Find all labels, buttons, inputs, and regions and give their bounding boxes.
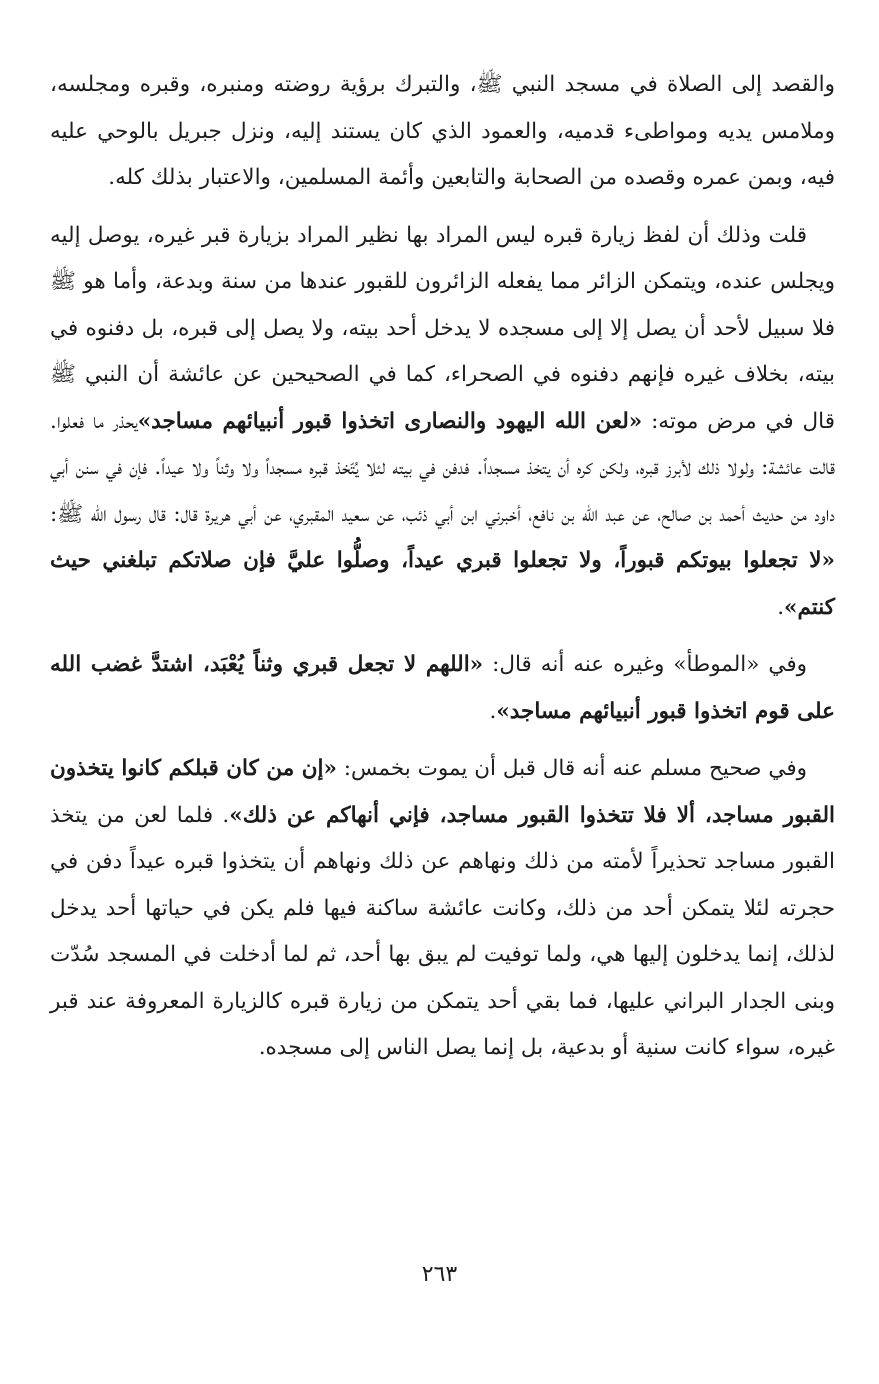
text-segment: .: [777, 594, 785, 620]
hadith-quote: «لا تجعلوا بيوتكم قبوراً، ولا تجعلوا قبري عيداً، وصلُّوا عليَّ فإن صلاتكم تبلغني حيث كنتم»: [50, 548, 835, 620]
paragraph-3: [50, 642, 835, 735]
paragraph-1: [50, 62, 835, 202]
body-text: [50, 62, 835, 1072]
text-segment: وفي صحيح مسلم عنه أنه قال قبل أن يموت بخمس:: [336, 756, 807, 781]
text-segment: يحذر ما فعلوا. قالت عائشة: ولولا ذلك لأبرز قبره، ولكن كره أن يتخذ مسجداً. فدفن في بيته لئلا يُتّخذ قبره مسجداً ولا وثناً ولا عيداً. فإن في سنن أبي داود من حديث أحمد بن صالح، عن عبد الله بن نافع، أخبرني ابن أبي ذئب، عن سعيد المقبري، عن أبي هريرة قال: قال رسول الله ﷺ:: [50, 408, 835, 527]
page-number: ٢٦٣: [421, 1262, 458, 1287]
text-segment: . فلما لعن من يتخذ القبور مساجد تحذيراً لأمته من ذلك ونهاهم عن ذلك ونهاهم أن يتخذوا قبره عيداً دفن في حجرته لئلا يتمكن أحد من ذلك، وكانت عائشة ساكنة فيها فلم يكن في حياتها أحد يدخل لذلك، إنما يدخلون إليها هي، ولما توفيت لم يبق بها أحد، ثم لما أدخلت في المسجد سُدّت وبنى الجدار البراني عليها، فما بقي أحد يتمكن من زيارة قبره كالزيارة المعروفة عند قبر غيره، سواء كانت سنية أو بدعية، بل إنما يصل الناس إلى مسجده.: [50, 802, 835, 1060]
hadith-quote: «إن من كان قبلكم كانوا يتخذون القبور مساجد، ألا فلا تتخذوا القبور مساجد، فإني أنهاكم عن ذلك»: [50, 756, 835, 828]
text-segment: والقصد إلى الصلاة في مسجد النبي ﷺ، والتبرك برؤية روضته ومنبره، وقبره ومجلسه، وملامس يديه ومواطىء قدميه، والعمود الذي كان يستند إليه، ونزل جبريل بالوحي عليه فيه، وبمن عمره وقصده من الصحابة والتابعين وأئمة المسلمين، والاعتبار بذلك كله.: [50, 72, 835, 190]
paragraph-2: [50, 213, 835, 632]
hadith-quote: «لعن الله اليهود والنصارى اتخذوا قبور أنبيائهم مساجد»: [137, 408, 643, 434]
text-segment: .: [489, 698, 497, 724]
paragraph-4: [50, 746, 835, 1072]
text-segment: قلت وذلك أن لفظ زيارة قبره ليس المراد بها نظير المراد بزيارة قبر غيره، يوصل إليه ويجلس عنده، ويتمكن الزائر مما يفعله الزائرون للقبور عندها من سنة وبدعة، وأما هو ﷺ فلا سبيل لأحد أن يصل إلا إلى مسجده لا يدخل أحد بيته، ولا يصل إلى قبره، بل دفنوه في بيته، بخلاف غيره فإنهم دفنوه في الصحراء، كما في الصحيحين عن عائشة أن النبي ﷺ قال في مرض موته:: [50, 222, 836, 434]
hadith-quote: «اللهم لا تجعل قبري وثناً يُعْبَد، اشتدَّ غضب الله على قوم اتخذوا قبور أنبيائهم مساجد»: [50, 652, 835, 724]
text-segment: وفي «الموطأ» وغيره عنه أنه قال:: [483, 652, 807, 677]
